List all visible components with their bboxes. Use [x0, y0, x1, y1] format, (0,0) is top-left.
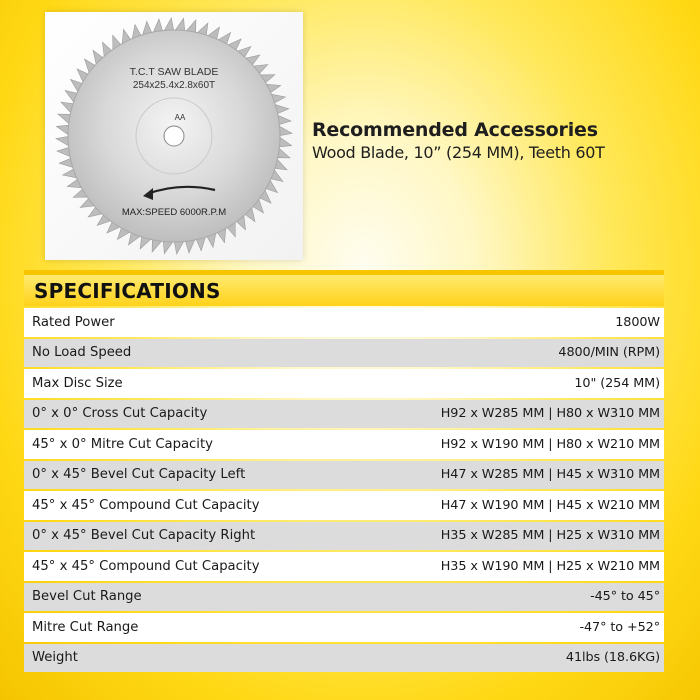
table-row	[24, 583, 664, 612]
table-row	[24, 308, 664, 337]
table-row	[24, 522, 664, 551]
spec-value: 4800/MIN (RPM)	[558, 345, 660, 361]
spec-label: No Load Speed	[32, 345, 132, 361]
table-row	[24, 461, 664, 490]
blade-center-mark: AA	[174, 113, 186, 122]
table-row	[24, 430, 664, 459]
spec-label: 45° x 45° Compound Cut Capacity	[32, 497, 260, 513]
spec-value: 1800W	[615, 314, 660, 330]
spec-label: 0° x 45° Bevel Cut Capacity Right	[32, 528, 256, 544]
accessories-title: Recommended Accessories	[312, 119, 598, 141]
spec-label: 45° x 45° Compound Cut Capacity	[32, 558, 260, 574]
spec-value: 41lbs (18.6KG)	[565, 650, 660, 666]
table-row	[24, 369, 664, 398]
saw-blade-image	[45, 12, 303, 260]
table-row	[24, 644, 664, 673]
blade-label-line1: T.C.T SAW BLADE	[129, 66, 219, 78]
spec-value: H92 x W190 MM | H80 x W210 MM	[440, 436, 660, 452]
spec-value: 10" (254 MM)	[574, 375, 660, 391]
spec-value: -47° to +52°	[579, 619, 660, 635]
spec-value: -45° to 45°	[590, 589, 660, 605]
blade-label-line2: 254x25.4x2.8x60T	[132, 80, 216, 91]
table-row	[24, 491, 664, 520]
blade-arbor-hole	[164, 126, 184, 146]
spec-value: H47 x W285 MM | H45 x W310 MM	[440, 467, 660, 483]
saw-blade-icon	[45, 12, 303, 260]
table-row	[24, 552, 664, 581]
specifications-header	[24, 270, 664, 306]
recommended-accessories	[312, 118, 692, 164]
table-row	[24, 613, 664, 642]
table-row	[24, 339, 664, 368]
spec-value: H47 x W190 MM | H45 x W210 MM	[440, 497, 660, 513]
spec-label: 0° x 0° Cross Cut Capacity	[32, 406, 208, 422]
spec-label: Weight	[32, 650, 78, 666]
accessories-subtitle: Wood Blade, 10” (254 MM), Teeth 60T	[312, 143, 605, 162]
spec-label: 45° x 0° Mitre Cut Capacity	[32, 436, 213, 452]
spec-label: 0° x 45° Bevel Cut Capacity Left	[32, 467, 246, 483]
blade-speed-label: MAX:SPEED 6000R.P.M	[121, 207, 227, 218]
spec-label: Rated Power	[32, 314, 115, 330]
spec-value: H35 x W190 MM | H25 x W210 MM	[440, 558, 660, 574]
spec-label: Mitre Cut Range	[32, 619, 139, 635]
spec-label: Bevel Cut Range	[32, 589, 142, 605]
spec-rows	[24, 308, 664, 672]
table-row	[24, 400, 664, 429]
spec-label: Max Disc Size	[32, 375, 123, 391]
specifications-table	[24, 270, 664, 674]
spec-value: H92 x W285 MM | H80 x W310 MM	[440, 406, 660, 422]
spec-value: H35 x W285 MM | H25 x W310 MM	[440, 528, 660, 544]
specifications-heading: SPECIFICATIONS	[34, 278, 221, 303]
